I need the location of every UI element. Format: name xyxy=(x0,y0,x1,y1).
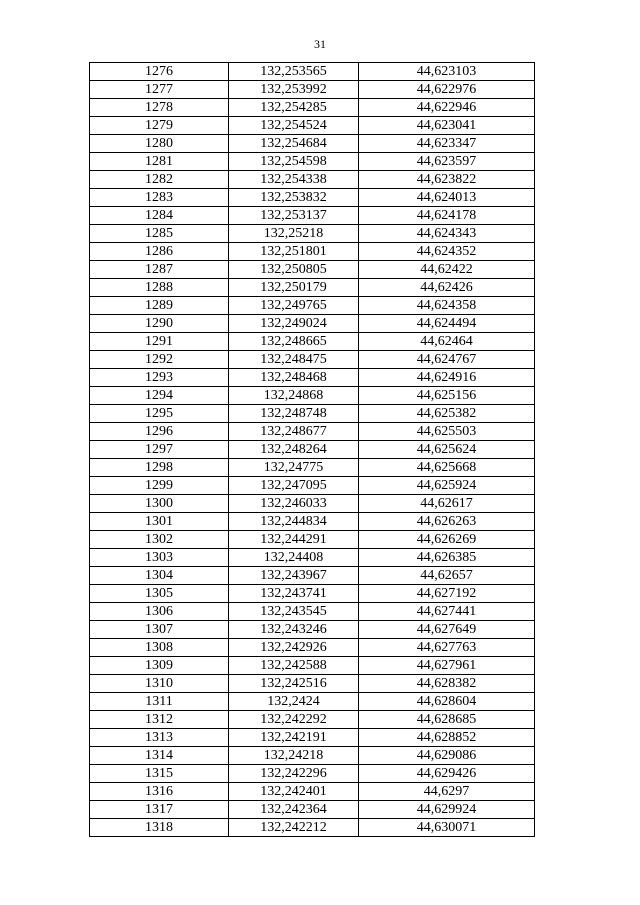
latitude-cell: 44,62426 xyxy=(359,279,535,297)
latitude-cell: 44,625382 xyxy=(359,405,535,423)
latitude-cell: 44,623041 xyxy=(359,117,535,135)
latitude-cell: 44,624343 xyxy=(359,225,535,243)
table-row xyxy=(90,369,535,387)
point-number-cell: 1314 xyxy=(90,747,229,765)
point-number-cell: 1291 xyxy=(90,333,229,351)
point-number-cell: 1297 xyxy=(90,441,229,459)
longitude-cell: 132,254524 xyxy=(229,117,359,135)
table-row xyxy=(90,261,535,279)
point-number-cell: 1311 xyxy=(90,693,229,711)
latitude-cell: 44,624767 xyxy=(359,351,535,369)
longitude-cell: 132,242212 xyxy=(229,819,359,837)
table-row xyxy=(90,477,535,495)
latitude-cell: 44,624358 xyxy=(359,297,535,315)
page-number: 31 xyxy=(314,37,326,51)
latitude-cell: 44,624352 xyxy=(359,243,535,261)
table-row xyxy=(90,135,535,153)
latitude-cell: 44,626269 xyxy=(359,531,535,549)
point-number-cell: 1302 xyxy=(90,531,229,549)
longitude-cell: 132,249024 xyxy=(229,315,359,333)
longitude-cell: 132,242296 xyxy=(229,765,359,783)
latitude-cell: 44,625624 xyxy=(359,441,535,459)
table-row xyxy=(90,207,535,225)
point-number-cell: 1282 xyxy=(90,171,229,189)
longitude-cell: 132,248475 xyxy=(229,351,359,369)
table-row xyxy=(90,711,535,729)
point-number-cell: 1285 xyxy=(90,225,229,243)
longitude-cell: 132,253565 xyxy=(229,63,359,81)
latitude-cell: 44,623597 xyxy=(359,153,535,171)
latitude-cell: 44,624013 xyxy=(359,189,535,207)
point-number-cell: 1300 xyxy=(90,495,229,513)
point-number-cell: 1313 xyxy=(90,729,229,747)
point-number-cell: 1278 xyxy=(90,99,229,117)
longitude-cell: 132,242516 xyxy=(229,675,359,693)
point-number-cell: 1304 xyxy=(90,567,229,585)
point-number-cell: 1280 xyxy=(90,135,229,153)
point-number-cell: 1307 xyxy=(90,621,229,639)
latitude-cell: 44,625503 xyxy=(359,423,535,441)
table-row xyxy=(90,243,535,261)
point-number-cell: 1287 xyxy=(90,261,229,279)
table-row xyxy=(90,279,535,297)
table-row xyxy=(90,405,535,423)
point-number-cell: 1279 xyxy=(90,117,229,135)
table-row xyxy=(90,99,535,117)
longitude-cell: 132,248677 xyxy=(229,423,359,441)
latitude-cell: 44,6297 xyxy=(359,783,535,801)
longitude-cell: 132,248748 xyxy=(229,405,359,423)
table-row xyxy=(90,567,535,585)
table-row xyxy=(90,351,535,369)
latitude-cell: 44,624178 xyxy=(359,207,535,225)
latitude-cell: 44,622976 xyxy=(359,81,535,99)
point-number-cell: 1316 xyxy=(90,783,229,801)
point-number-cell: 1303 xyxy=(90,549,229,567)
longitude-cell: 132,24218 xyxy=(229,747,359,765)
latitude-cell: 44,627763 xyxy=(359,639,535,657)
latitude-cell: 44,629086 xyxy=(359,747,535,765)
point-number-cell: 1299 xyxy=(90,477,229,495)
latitude-cell: 44,630071 xyxy=(359,819,535,837)
longitude-cell: 132,248665 xyxy=(229,333,359,351)
longitude-cell: 132,24775 xyxy=(229,459,359,477)
point-number-cell: 1318 xyxy=(90,819,229,837)
longitude-cell: 132,24408 xyxy=(229,549,359,567)
point-number-cell: 1292 xyxy=(90,351,229,369)
table-row xyxy=(90,315,535,333)
latitude-cell: 44,62422 xyxy=(359,261,535,279)
longitude-cell: 132,248264 xyxy=(229,441,359,459)
longitude-cell: 132,242401 xyxy=(229,783,359,801)
longitude-cell: 132,243246 xyxy=(229,621,359,639)
point-number-cell: 1301 xyxy=(90,513,229,531)
longitude-cell: 132,2424 xyxy=(229,693,359,711)
longitude-cell: 132,244291 xyxy=(229,531,359,549)
table-row xyxy=(90,729,535,747)
table-row xyxy=(90,783,535,801)
table-row xyxy=(90,63,535,81)
point-number-cell: 1308 xyxy=(90,639,229,657)
point-number-cell: 1286 xyxy=(90,243,229,261)
latitude-cell: 44,629426 xyxy=(359,765,535,783)
point-number-cell: 1290 xyxy=(90,315,229,333)
latitude-cell: 44,627961 xyxy=(359,657,535,675)
point-number-cell: 1293 xyxy=(90,369,229,387)
longitude-cell: 132,24868 xyxy=(229,387,359,405)
table-row xyxy=(90,819,535,837)
longitude-cell: 132,250179 xyxy=(229,279,359,297)
table-row xyxy=(90,747,535,765)
point-number-cell: 1315 xyxy=(90,765,229,783)
table-row xyxy=(90,585,535,603)
longitude-cell: 132,246033 xyxy=(229,495,359,513)
table-row xyxy=(90,171,535,189)
point-number-cell: 1284 xyxy=(90,207,229,225)
point-number-cell: 1288 xyxy=(90,279,229,297)
table-row xyxy=(90,693,535,711)
coordinates-table xyxy=(89,62,535,837)
table-row xyxy=(90,675,535,693)
longitude-cell: 132,242588 xyxy=(229,657,359,675)
longitude-cell: 132,242926 xyxy=(229,639,359,657)
table-row xyxy=(90,765,535,783)
latitude-cell: 44,625668 xyxy=(359,459,535,477)
table-row xyxy=(90,333,535,351)
table-row xyxy=(90,81,535,99)
longitude-cell: 132,243545 xyxy=(229,603,359,621)
table-row xyxy=(90,549,535,567)
longitude-cell: 132,254338 xyxy=(229,171,359,189)
table-row xyxy=(90,801,535,819)
latitude-cell: 44,629924 xyxy=(359,801,535,819)
longitude-cell: 132,242191 xyxy=(229,729,359,747)
table-row xyxy=(90,621,535,639)
latitude-cell: 44,627192 xyxy=(359,585,535,603)
table-row xyxy=(90,639,535,657)
point-number-cell: 1312 xyxy=(90,711,229,729)
table-row xyxy=(90,387,535,405)
point-number-cell: 1309 xyxy=(90,657,229,675)
longitude-cell: 132,254285 xyxy=(229,99,359,117)
longitude-cell: 132,249765 xyxy=(229,297,359,315)
longitude-cell: 132,242292 xyxy=(229,711,359,729)
longitude-cell: 132,251801 xyxy=(229,243,359,261)
table-row xyxy=(90,603,535,621)
point-number-cell: 1317 xyxy=(90,801,229,819)
table-row xyxy=(90,225,535,243)
latitude-cell: 44,62657 xyxy=(359,567,535,585)
table-row xyxy=(90,513,535,531)
latitude-cell: 44,62464 xyxy=(359,333,535,351)
coordinates-table-body xyxy=(90,63,535,837)
longitude-cell: 132,254684 xyxy=(229,135,359,153)
longitude-cell: 132,254598 xyxy=(229,153,359,171)
table-row xyxy=(90,153,535,171)
latitude-cell: 44,628852 xyxy=(359,729,535,747)
point-number-cell: 1295 xyxy=(90,405,229,423)
table-row xyxy=(90,189,535,207)
latitude-cell: 44,623347 xyxy=(359,135,535,153)
table-row xyxy=(90,657,535,675)
latitude-cell: 44,627649 xyxy=(359,621,535,639)
latitude-cell: 44,622946 xyxy=(359,99,535,117)
table-row xyxy=(90,297,535,315)
point-number-cell: 1296 xyxy=(90,423,229,441)
point-number-cell: 1276 xyxy=(90,63,229,81)
latitude-cell: 44,625924 xyxy=(359,477,535,495)
latitude-cell: 44,626263 xyxy=(359,513,535,531)
latitude-cell: 44,628382 xyxy=(359,675,535,693)
latitude-cell: 44,628604 xyxy=(359,693,535,711)
point-number-cell: 1281 xyxy=(90,153,229,171)
table-row xyxy=(90,423,535,441)
point-number-cell: 1283 xyxy=(90,189,229,207)
longitude-cell: 132,244834 xyxy=(229,513,359,531)
latitude-cell: 44,62617 xyxy=(359,495,535,513)
point-number-cell: 1310 xyxy=(90,675,229,693)
longitude-cell: 132,253832 xyxy=(229,189,359,207)
latitude-cell: 44,624494 xyxy=(359,315,535,333)
longitude-cell: 132,250805 xyxy=(229,261,359,279)
longitude-cell: 132,248468 xyxy=(229,369,359,387)
table-row xyxy=(90,117,535,135)
latitude-cell: 44,628685 xyxy=(359,711,535,729)
table-row xyxy=(90,441,535,459)
point-number-cell: 1294 xyxy=(90,387,229,405)
latitude-cell: 44,625156 xyxy=(359,387,535,405)
table-row xyxy=(90,531,535,549)
longitude-cell: 132,242364 xyxy=(229,801,359,819)
latitude-cell: 44,624916 xyxy=(359,369,535,387)
longitude-cell: 132,243741 xyxy=(229,585,359,603)
latitude-cell: 44,623103 xyxy=(359,63,535,81)
latitude-cell: 44,626385 xyxy=(359,549,535,567)
longitude-cell: 132,247095 xyxy=(229,477,359,495)
point-number-cell: 1289 xyxy=(90,297,229,315)
point-number-cell: 1306 xyxy=(90,603,229,621)
point-number-cell: 1298 xyxy=(90,459,229,477)
table-row xyxy=(90,459,535,477)
longitude-cell: 132,253992 xyxy=(229,81,359,99)
longitude-cell: 132,243967 xyxy=(229,567,359,585)
table-row xyxy=(90,495,535,513)
point-number-cell: 1305 xyxy=(90,585,229,603)
point-number-cell: 1277 xyxy=(90,81,229,99)
latitude-cell: 44,627441 xyxy=(359,603,535,621)
longitude-cell: 132,25218 xyxy=(229,225,359,243)
longitude-cell: 132,253137 xyxy=(229,207,359,225)
latitude-cell: 44,623822 xyxy=(359,171,535,189)
